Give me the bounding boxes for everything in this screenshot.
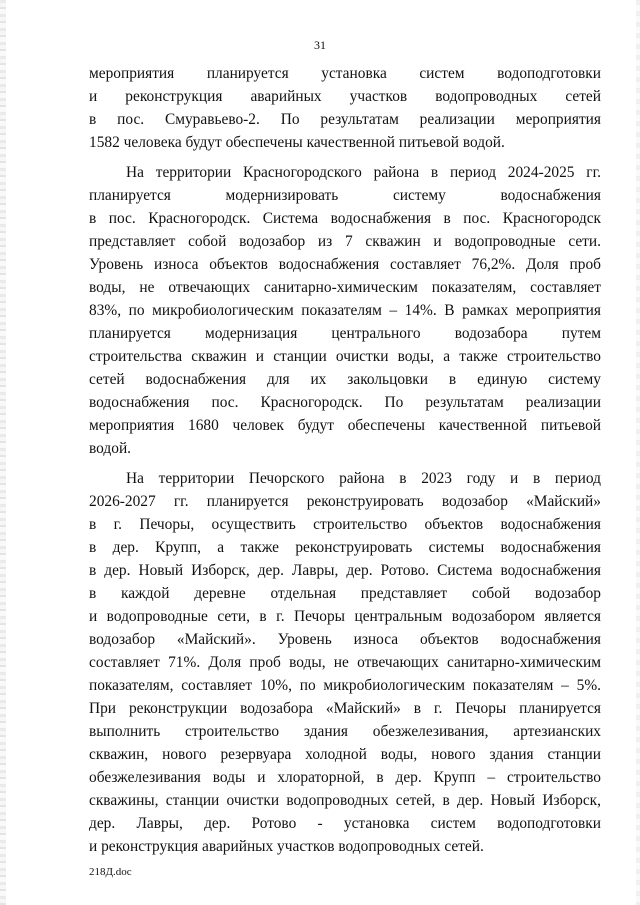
text-line: дер. Лавры, дер. Ротово - установка систем водоподготовки [89, 815, 601, 832]
text-line: 2026-2027 гг. планируется реконструировать водозабор «Майский» [89, 493, 601, 510]
text-line: 1582 человека будут обеспечены качественной питьевой водой. [89, 134, 505, 151]
text-line: в каждой деревне отдельная представляет собой водозабор [89, 585, 601, 602]
text-line: мероприятия 1680 человек будут обеспечены качественной питьевой [89, 417, 601, 434]
text-line: выполнить строительство здания обезжелезивания, артезианских [89, 723, 601, 740]
text-line: строительства скважин и станции очистки воды, а также строительство [89, 348, 601, 365]
text-line: скважин, нового резервуара холодной воды, нового здания станции [89, 746, 601, 763]
text-line: в дер. Крупп, а также реконструировать системы водоснабжения [89, 539, 601, 556]
paragraph-p3 [89, 467, 601, 858]
paragraph-p2 [89, 161, 601, 460]
text-line: представляет собой водозабор из 7 скважин и водопроводные сети. [89, 233, 601, 250]
page-text [89, 62, 601, 858]
document-filename: 218Д.doc [89, 866, 132, 878]
scan-edge-left [0, 0, 6, 905]
paragraph-gap [89, 460, 601, 467]
text-line: и реконструкция аварийных участков водопроводных сетей [89, 88, 601, 105]
text-line: При реконструкции водозабора «Майский» в г. Печоры планируется [89, 700, 601, 717]
text-line: в дер. Новый Изборск, дер. Лавры, дер. Ротово. Система водоснабжения [89, 562, 601, 579]
text-line: Уровень износа объектов водоснабжения составляет 76,2%. Доля проб [89, 256, 601, 273]
text-line: сетей водоснабжения для их закольцовки в единую систему [89, 371, 601, 388]
text-line: планируется модернизация центрального водозабора путем [89, 325, 601, 342]
text-line: скважины, станции очистки водопроводных сетей, в дер. Новый Изборск, [89, 792, 601, 809]
text-line: водой. [89, 440, 132, 457]
text-line: в г. Печоры, осуществить строительство объектов водоснабжения [89, 516, 601, 533]
paragraph-gap [89, 154, 601, 161]
text-line: составляет 71%. Доля проб воды, не отвечающих санитарно-химическим [89, 654, 601, 671]
text-line: обезжелезивания воды и хлораторной, в дер. Крупп – строительство [89, 769, 601, 786]
text-line: 83%, по микробиологическим показателям – 14%. В рамках мероприятия [89, 302, 601, 319]
text-line: На территории Печорского района в 2023 году и в период [126, 470, 601, 487]
text-line: водозабор «Майский». Уровень износа объектов водоснабжения [89, 631, 601, 648]
text-line: и водопроводные сети, в г. Печоры центральным водозабором является [89, 608, 601, 625]
text-line: в пос. Смуравьево-2. По результатам реализации мероприятия [89, 111, 601, 128]
page-number: 31 [314, 38, 326, 52]
text-line: водоснабжения пос. Красногородск. По результатам реализации [89, 394, 601, 411]
text-line: и реконструкция аварийных участков водопроводных сетей. [89, 838, 484, 855]
text-line: в пос. Красногородск. Система водоснабжения в пос. Красногородск [89, 210, 601, 227]
text-line: показателям, составляет 10%, по микробиологическим показателям – 5%. [89, 677, 601, 694]
paragraph-p1 [89, 62, 601, 154]
text-line: На территории Красногородского района в период 2024-2025 гг. [126, 164, 601, 181]
scan-edge-right [636, 0, 640, 905]
text-line: планируется модернизировать систему водоснабжения [89, 187, 601, 204]
text-line: мероприятия планируется установка систем водоподготовки [89, 65, 601, 82]
text-line: воды, не отвечающих санитарно-химическим показателям, составляет [89, 279, 601, 296]
